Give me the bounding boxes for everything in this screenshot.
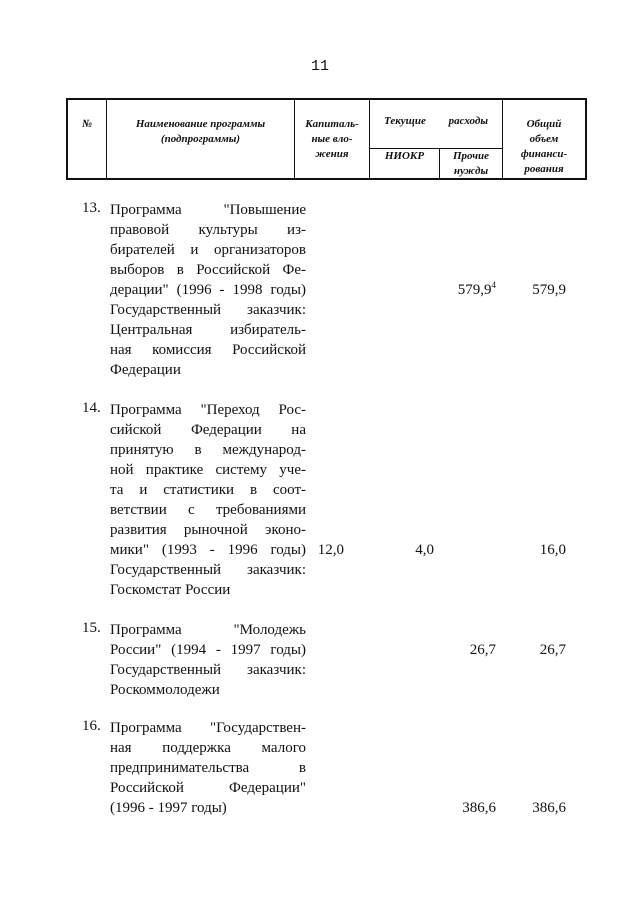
page-number: 11: [310, 58, 329, 75]
header-other-needs: Прочие нужды: [452, 149, 490, 177]
table-header: [66, 98, 587, 180]
other-needs-value: 579,9$^4$: [457, 280, 496, 298]
program-description: Программа "Повышение правовой культуры из- бирателей и организаторов выборов в Российской Фе- дерации" (1996 - 1998 годы) Государственный заказчик: Центральная избиратель- ная комиссия Российской Федерации: [110, 202, 306, 378]
program-description: Программа "Государствен- ная поддержка малого предпринимательства в Российской Федерации" (1996 - 1997 годы): [110, 720, 306, 816]
total-value: 16,0: [539, 542, 566, 558]
niokr-value: 4,0: [415, 542, 434, 558]
total-value: 26,7: [539, 642, 566, 658]
header-niokr: НИОКР: [384, 149, 425, 162]
header-current-expenses: Текущие расходы: [384, 114, 488, 127]
capital-value: 12,0: [317, 542, 344, 558]
program-description: Программа "Молодежь России" (1994 - 1997 годы) Государственный заказчик: Роскоммолодежи: [110, 622, 306, 698]
row-number: 16.: [82, 718, 101, 734]
header-program-name: Наименование программы (подпрограммы): [135, 118, 266, 145]
header-total-financing: Общий объем финанси- рования: [520, 118, 568, 175]
other-needs-value: 386,6: [462, 800, 496, 816]
other-needs-value: 26,7: [469, 642, 496, 658]
row-number: 14.: [82, 400, 101, 416]
header-capital-investments: Капиталь- ные вло- жения: [305, 118, 359, 160]
program-description: Программа "Переход Рос- сийской Федерации на принятую в международ- ной практике систему уче- та и статистики в соот- ветствии с требованиями развития рыночной эконо- мики" (1993 - 1996 годы) Государственный заказчик: Госкомстат России: [110, 402, 306, 598]
total-value: 579,9: [532, 282, 566, 298]
total-value: 386,6: [532, 800, 566, 816]
row-number: 13.: [82, 200, 101, 216]
header-num: №: [81, 118, 93, 130]
row-number: 15.: [82, 620, 101, 636]
